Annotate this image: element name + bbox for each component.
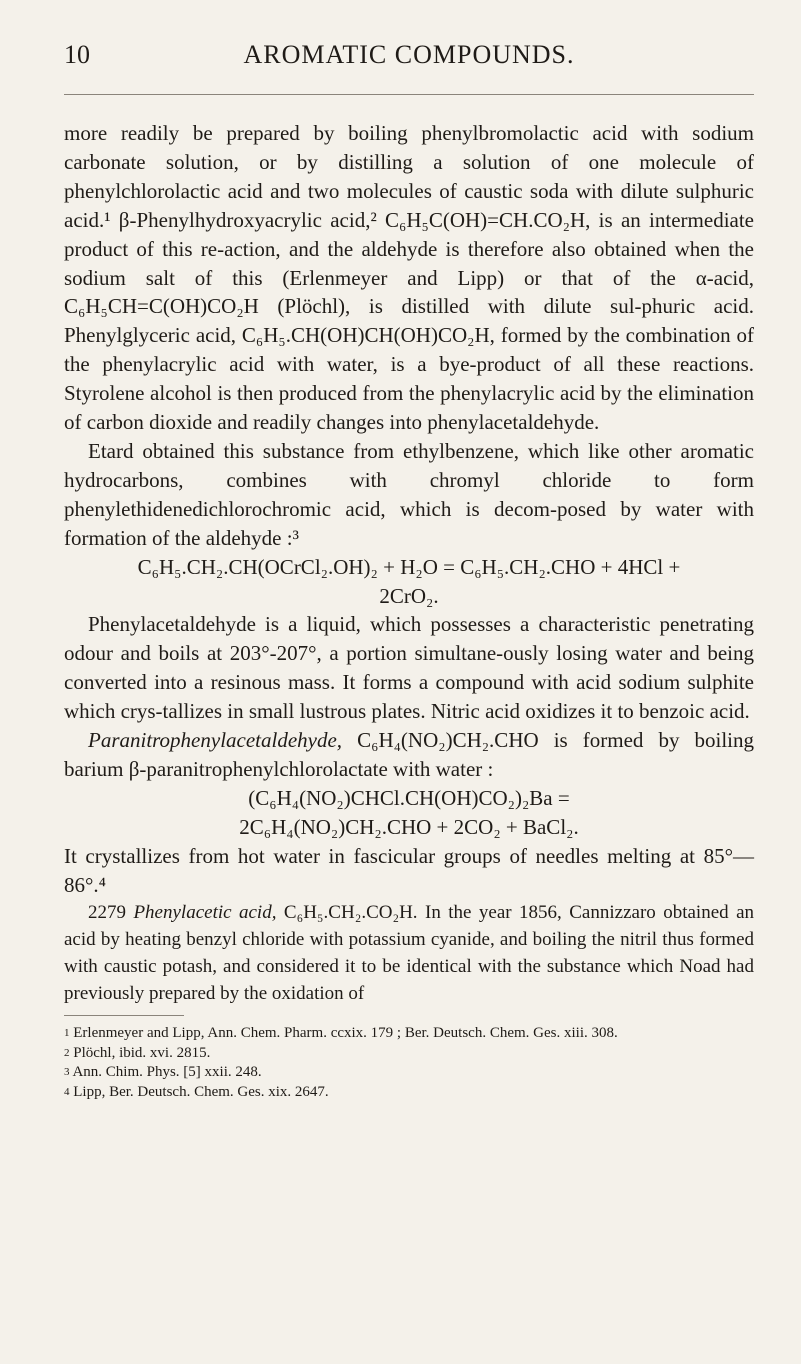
- footnote-2: [64, 1044, 754, 1064]
- footnote-mark: 4: [64, 1085, 70, 1098]
- compound-name-paranitrophenylacetaldehyde: Paranitrophenylacetaldehyde,: [88, 728, 343, 753]
- section-number: 2279: [88, 902, 126, 924]
- paragraph-5: It crystallizes from hot water in fascicular groups of needles melting at 85°—86°.⁴: [64, 843, 754, 897]
- equation-2-line-2: 2C₆H₄(NO₂)CH₂.CHO + 2CO₂ + BaCl₂.: [239, 814, 579, 839]
- paragraph-4-text: C₆H₄(NO₂)CH₂.CHO is formed by boiling barium β-paranitrophenylchlorolactate with water :: [64, 728, 754, 781]
- footnote-separator: [64, 1015, 184, 1016]
- body-text: [64, 119, 754, 1007]
- running-head: AROMATIC COMPOUNDS.: [243, 40, 575, 69]
- footnote-3: [64, 1063, 754, 1083]
- footnote-text: Erlenmeyer and Lipp, Ann. Chem. Pharm. ccxix. 179 ; Ber. Deutsch. Chem. Ges. xiii. 308.: [73, 1025, 618, 1042]
- paragraph-3: Phenylacetaldehyde is a liquid, which possesses a characteristic penetrating odour and boils at 203°-207°, a portion simultane-ously losing water and being converted into a resinous mass. It forms a compound with acid sodium sulphite which crys-tallizes in small lustrous plates. Nitric acid oxidizes it to benzoic acid.: [64, 612, 754, 724]
- footnote-1: [64, 1024, 754, 1044]
- footnote-text: Plöchl, ibid. xvi. 2815.: [73, 1044, 211, 1061]
- equation-2-line-1: (C₆H₄(NO₂)CHCl.CH(OH)CO₂)₂Ba =: [248, 785, 570, 810]
- footnote-text: Lipp, Ber. Deutsch. Chem. Ges. xix. 2647.: [73, 1083, 329, 1100]
- footnotes: [64, 1024, 754, 1102]
- compound-name-phenylacetic-acid: Phenylacetic acid,: [133, 902, 277, 924]
- equation-1-line-1: C₆H₅.CH₂.CH(OCrCl₂.OH)₂ + H₂O = C₆H₅.CH₂.CHO + 4HCl +: [137, 554, 681, 579]
- footnote-4: [64, 1083, 754, 1103]
- paragraph-4: [64, 726, 754, 784]
- paragraph-6-text: C₆H₅.CH₂.CO₂H. In the year 1856, Cannizzaro obtained an acid by heating benzyl chloride with potassium cyanide, and boiling the nitril thus formed with caustic potash, and considered it to be identical with the substance which Noad had previously prepared by the oxidation of: [64, 902, 755, 1005]
- page-number: 10: [64, 40, 90, 69]
- paragraph-6: [64, 899, 754, 1007]
- footnote-text: Ann. Chim. Phys. [5] xxii. 248.: [72, 1064, 262, 1081]
- footnote-mark: 2: [64, 1046, 70, 1059]
- paragraph-1: more readily be prepared by boiling phenylbromolactic acid with sodium carbonate solution, or by distilling a solution of one molecule of phenylchlorolactic acid and two molecules of caustic soda with dilute sulphuric acid.¹ β-Phenylhydroxyacrylic acid,² C₆H₅C(OH)=CH.CO₂H, is an intermediate product of this re-action, and the aldehyde is therefore also obtained when the sodium salt of this (Erlenmeyer and Lipp) or that of the α-acid, C₆H₅CH=C(OH)CO₂H (Plöchl), is distilled with dilute sul-phuric acid. Phenylglyceric acid, C₆H₅.CH(OH)CH(OH)CO₂H, formed by the combination of the phenylacrylic acid with water, is a bye-product of all these reactions. Styrolene alcohol is then produced from the phenylacrylic acid by the elimination of carbon dioxide and readily changes into phenylacetaldehyde.: [64, 121, 754, 435]
- header-rule: [64, 94, 754, 95]
- page-header: [64, 40, 754, 80]
- paragraph-2: Etard obtained this substance from ethylbenzene, which like other aromatic hydrocarbons, combines with chromyl chloride to form phenylethidenedichlorochromic acid, which is decom-posed by water with formation of the aldehyde :³: [64, 438, 754, 550]
- book-page: [64, 40, 754, 1102]
- footnote-mark: 3: [64, 1066, 70, 1079]
- footnote-mark: 1: [64, 1027, 70, 1040]
- equation-1-line-2: 2CrO₂.: [379, 583, 439, 608]
